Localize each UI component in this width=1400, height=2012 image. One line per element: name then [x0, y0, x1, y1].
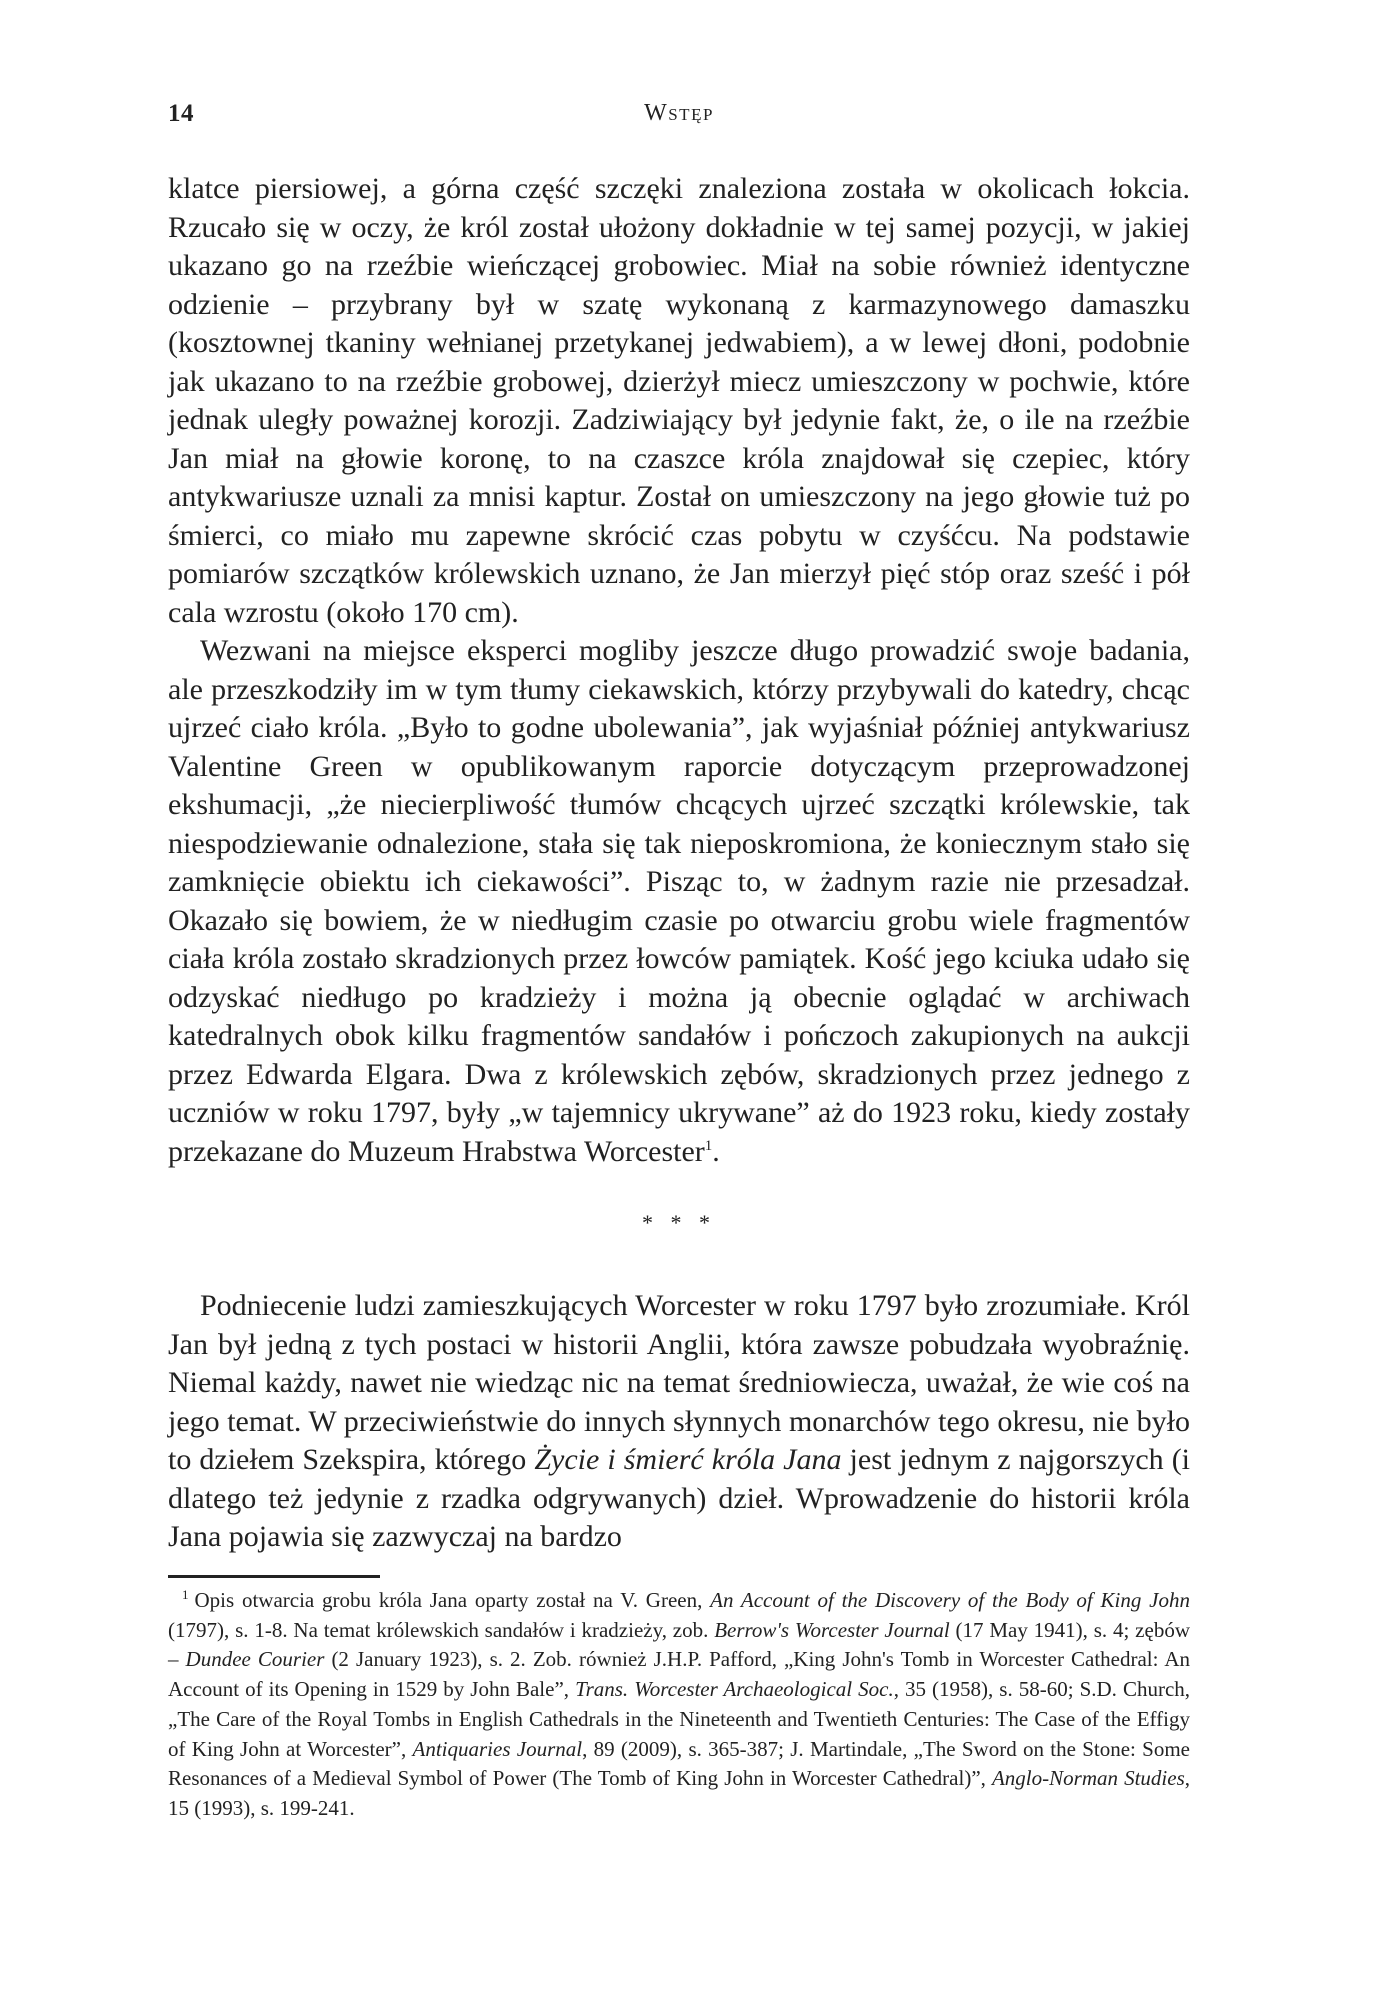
book-title: Życie i śmierć króla Jana — [534, 1443, 842, 1476]
footnote — [168, 1586, 1190, 1824]
footnote-text — [168, 1586, 1190, 1824]
footnote-segment: (1797), s. 1-8. Na temat królewskich sandałów i kradzieży, zob. — [168, 1617, 715, 1642]
citation-title: Antiquaries Journal — [412, 1736, 583, 1761]
citation-title: An Account of the Discovery of the Body of King John — [710, 1588, 1190, 1612]
paragraph — [168, 632, 1190, 1171]
footnote-segment: , 35 (1958), s. 58-60; S.D. Church, „The Care of the Royal Tombs in English Cathedrals in the Nineteenth and Twentieth Centuries: The Case of the Effigy of King John at Worcester”, — [168, 1677, 1191, 1761]
paragraph-text: Wezwani na miejsce eksperci mogliby jeszcze długo prowadzić swoje badania, ale przeszkodziły im w tym tłumy ciekawskich, którzy przybywali do katedry, chcąc ujrzeć ciało króla. „Było to godne ubolewania”, jak wyjaśniał później antykwariusz Valentine Green w opublikowanym raporcie dotyczącym przeprowadzonej ekshumacji, „że niecierpliwość tłumów chcących ujrzeć szczątki królewskie, tak niespodziewanie odnalezione, stała się tak nieposkromiona, że koniecznym stało się zamknięcie obiektu ich ciekawości”. Pisząc to, w żadnym razie nie przesadzał. Okazało się bowiem, że w niedługim czasie po otwarciu grobu wiele fragmentów ciała króla zostało skradzionych przez łowców pamiątek. Kość jego kciuka udało się odzyskać niedługo po kradzieży i można ją obecnie oglądać w archiwach katedralnych obok kilku fragmentów sandałów i pończoch zakupionych na aukcji przez Edwarda Elgara. Dwa z królewskich zębów, skradzionych przez jednego z uczniów w roku 1797, były „w tajemnicy ukrywane” aż do 1923 roku, kiedy zostały przekazane do Muzeum Hrabstwa Worcester — [168, 634, 1190, 1168]
footnote-segment: Opis otwarcia grobu króla Jana oparty został na V. Green, — [194, 1588, 711, 1612]
section-separator: * * * — [642, 1210, 716, 1235]
citation-title: Trans. Worcester Archaeological Soc. — [575, 1677, 894, 1702]
footnote-segment: , 15 (1993), s. 199-241. — [168, 1766, 1190, 1820]
page-header — [168, 100, 1190, 140]
citation-title: Anglo-Norman Studies — [991, 1766, 1185, 1791]
page-number: 14 — [168, 100, 194, 127]
footnote-rule — [168, 1575, 380, 1578]
paragraph — [168, 1287, 1190, 1557]
footnote-segment: (17 May 1941), s. 4; zębów – — [168, 1617, 1190, 1672]
paragraph: klatce piersiowej, a górna część szczęki znaleziona została w okolicach łokcia. Rzucało się w oczy, że król został ułożony dokładnie w tej samej pozycji, w jakiej ukazano go na rzeźbie wieńczącej grobowiec. Miał na sobie również identyczne odzienie – przybrany był w szatę wykonaną z karmazynowego damaszku (kosztownej tkaniny wełnianej przetykanej jedwabiem), a w lewej dłoni, podobnie jak ukazano to na rzeźbie grobowej, dzierżył miecz umieszczony w pochwie, które jednak uległy poważnej korozji. Zadziwiający był jedynie fakt, że, o ile na rzeźbie Jan miał na głowie koronę, to na czaszce króla znajdował się czepiec, który antykwariusze uznali za mnisi kaptur. Został on umieszczony na jego głowie tuż po śmierci, co miało mu zapewne skrócić czas pobytu w czyśćcu. Na podstawie pomiarów szczątków królewskich uznano, że Jan mierzył pięć stóp oraz sześć i pół cala wzrostu (około 170 cm). — [168, 172, 1190, 629]
citation-title: Dundee Courier — [185, 1647, 325, 1672]
paragraph-end: . — [712, 1134, 720, 1168]
paragraph-text: Podniecenie ludzi zamieszkujących Worcester w roku 1797 było zrozumiałe. Król Jan był jedną z tych postaci w historii Anglii, która zawsze pobudzała wyobraźnię. Niemal każdy, nawet nie wiedząc nic na temat średniowiecza, uważał, że wie coś na jego temat. W przeciwieństwie do innych słynnych monarchów tego okresu, nie było to dziełem Szekspira, którego — [168, 1289, 1190, 1476]
running-title: Wstęp — [644, 100, 714, 126]
footnote-reference: 1 — [704, 1137, 713, 1154]
main-text-continued — [168, 1287, 1190, 1557]
footnote-segment: (2 January 1923), s. 2. Zob. również J.H.P. Pafford, „King John's Tomb in Worcester Cathedral: An Account of its Opening in 1529 by John Bale”, — [168, 1647, 1190, 1702]
main-text — [168, 170, 1190, 1171]
footnote-mark: 1 — [182, 1587, 189, 1602]
citation-title: Berrow's Worcester Journal — [714, 1617, 950, 1642]
footnote-segment: , 89 (2009), s. 365-387; J. Martindale, „The Sword on the Stone: Some Resonances of a Medieval Symbol of Power (The Tomb of King John in Worcester Cathedral)”, — [168, 1736, 1190, 1791]
paragraph-text: jest jednym z najgorszych (i dlatego też jedynie z rzadka odgrywanych) dzieł. Wprowadzenie do historii króla Jana pojawia się zazwyczaj na bardzo — [168, 1443, 1191, 1553]
